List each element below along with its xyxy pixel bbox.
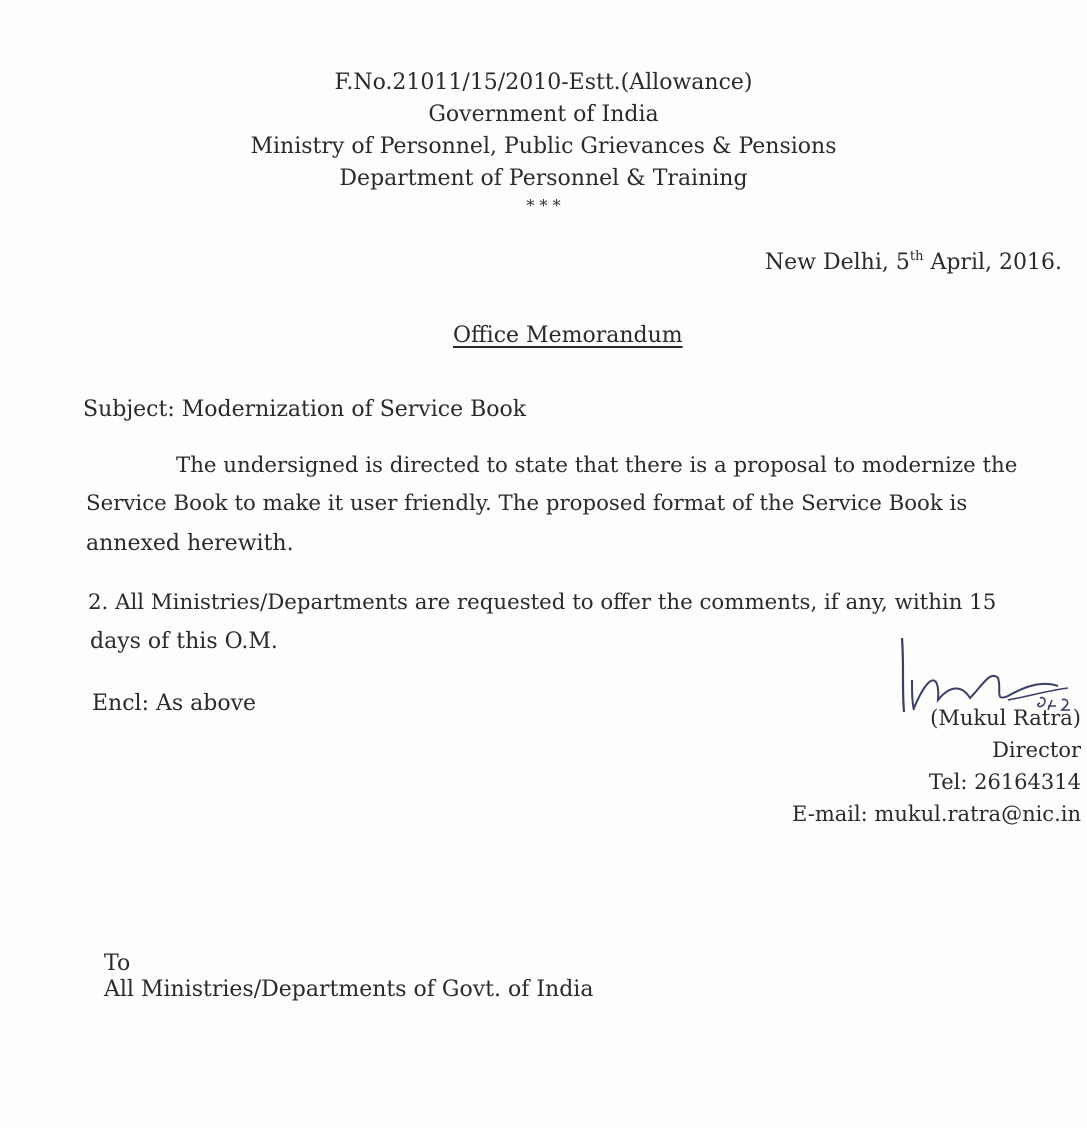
para1-line3: annexed herewith. (86, 531, 294, 556)
para2-line2: days of this O.M. (90, 629, 278, 654)
department-line: Department of Personnel & Training (339, 166, 748, 191)
date-place-day: New Delhi, 5 (764, 250, 910, 275)
para2-line1: 2. All Ministries/Departments are requested to offer the comments, if any, within 15 (88, 590, 997, 615)
addressee-to: To (104, 951, 131, 976)
file-number: F.No.21011/15/2010-Estt.(Allowance) (334, 70, 753, 95)
enclosure-note: Encl: As above (92, 691, 257, 716)
signatory-designation: Director (992, 738, 1081, 762)
separator-stars: * * * (526, 196, 561, 215)
signatory-telephone: Tel: 26164314 (928, 770, 1081, 794)
memo-subject: Subject: Modernization of Service Book (83, 397, 527, 422)
para1-line2: Service Book to make it user friendly. The proposed format of the Service Book is (86, 491, 968, 516)
memo-date (765, 250, 1062, 275)
signatory-email: E-mail: mukul.ratra@nic.in (792, 802, 1081, 826)
memo-title: Office Memorandum (453, 323, 683, 348)
para1-line1: The undersigned is directed to state that there is a proposal to modernize the (176, 453, 1018, 478)
government-line: Government of India (428, 102, 659, 127)
ministry-line: Ministry of Personnel, Public Grievances & Pensions (250, 134, 837, 159)
signatory-name: (Mukul Ratra) (930, 706, 1081, 730)
addressee-recipients: All Ministries/Departments of Govt. of India (104, 977, 594, 1002)
date-month-year: April, 2016. (923, 250, 1062, 275)
date-ordinal: th (909, 249, 924, 264)
